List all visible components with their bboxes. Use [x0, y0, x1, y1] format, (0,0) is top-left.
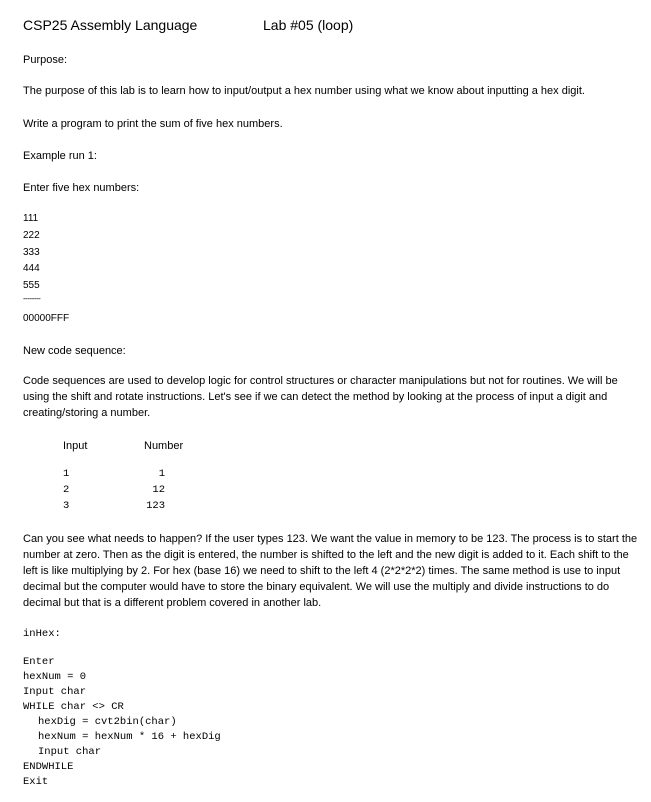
input-line: 555 — [23, 280, 40, 291]
code-line: Exit — [23, 776, 49, 788]
course-title: CSP25 Assembly Language — [23, 17, 198, 33]
example-prompt: Enter five hex numbers: — [23, 182, 140, 194]
table-cell-number: 1 — [158, 468, 165, 480]
input-line: 222 — [23, 230, 40, 241]
code-line: Input char — [23, 686, 87, 698]
sum-result: 00000FFF — [23, 313, 70, 324]
code-line: ENDWHILE — [23, 761, 74, 773]
table-cell-input: 3 — [63, 500, 70, 512]
code-line: hexNum = 0 — [23, 671, 87, 683]
code-line: hexDig = cvt2bin(char) — [38, 716, 177, 728]
code-line: Input char — [38, 746, 102, 758]
input-line: 333 — [23, 247, 40, 258]
code-line: WHILE char <> CR — [23, 701, 124, 713]
table-cell-number: 123 — [146, 500, 165, 512]
input-line: 444 — [23, 263, 40, 274]
example-heading: Example run 1: — [23, 150, 97, 162]
explanation-text: Can you see what needs to happen? If the user types 123. We want the value in memory to be 123. The process is to start the number at zero. Then as the digit is entered, the number is shifted to the left and the new digit is added to it. Each shift to the left is like multiplying by 2. For hex (base 16) we need to shift to the left 4 (2*2*2*2) times. The same method is use to input decimal but the computer would have to store the binary equivalent. We will use the multiply and divide instructions to do decimal but that is a different problem covered in another lab. — [23, 533, 638, 609]
purpose-heading: Purpose: — [23, 54, 68, 66]
code-label: inHex: — [23, 628, 61, 640]
table-cell-input: 1 — [63, 468, 70, 480]
table-cell-input: 2 — [63, 484, 70, 496]
new-code-heading: New code sequence: — [23, 345, 126, 357]
task-text: Write a program to print the sum of five hex numbers. — [23, 118, 283, 130]
table-header-number: Number — [144, 440, 184, 452]
purpose-text: The purpose of this lab is to learn how to input/output a hex number using what we know about inputting a hex digit. — [23, 85, 585, 97]
table-cell-number: 12 — [152, 484, 165, 496]
sum-separator: -------- — [23, 294, 41, 303]
lab-title: Lab #05 (loop) — [263, 17, 354, 33]
code-line: hexNum = hexNum * 16 + hexDig — [38, 731, 221, 743]
code-line: Enter — [23, 656, 55, 668]
input-line: 111 — [23, 213, 39, 224]
table-header-input: Input — [63, 440, 88, 452]
new-code-text: Code sequences are used to develop logic for control structures or character manipulations but not for routines. We will be using the shift and rotate instructions. Let's see if we can detect the method by looking at the process of input a digit and creating/storing a number. — [23, 375, 618, 419]
